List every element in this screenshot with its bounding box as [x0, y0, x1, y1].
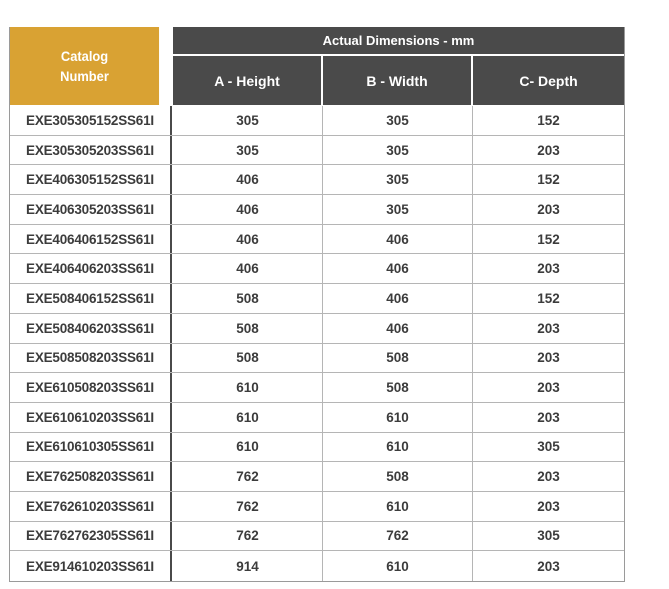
height-cell: 610	[173, 403, 323, 432]
table-row	[10, 106, 624, 136]
width-cell: 610	[323, 403, 473, 432]
catalog-number-header	[10, 27, 159, 105]
table-row	[10, 195, 624, 225]
depth-cell: 203	[537, 320, 560, 336]
catalog-number-cell: EXE762610203SS61I	[10, 492, 172, 521]
catalog-number-cell: EXE305305152SS61I	[10, 106, 172, 135]
width-cell: 508	[323, 462, 473, 491]
height-cell: 305	[173, 106, 323, 135]
catalog-number-cell: EXE762508203SS61I	[10, 462, 172, 491]
catalog-number-cell: EXE762762305SS61I	[10, 522, 172, 551]
catalog-number-cell: EXE406305152SS61I	[10, 165, 172, 194]
table-row	[10, 136, 624, 166]
catalog-number-cell: EXE508406203SS61I	[10, 314, 172, 343]
table-header	[10, 27, 624, 105]
dimensions-table	[9, 27, 625, 582]
depth-cell: 152	[537, 172, 560, 188]
catalog-number-cell: EXE508508203SS61I	[10, 344, 172, 373]
height-cell: 406	[173, 165, 323, 194]
width-cell: 406	[323, 314, 473, 343]
depth-cell: 152	[537, 112, 560, 128]
height-cell: 610	[173, 433, 323, 462]
height-cell: 508	[173, 314, 323, 343]
catalog-number-cell: EXE610610203SS61I	[10, 403, 172, 432]
depth-cell: 203	[537, 380, 560, 396]
table-row	[10, 492, 624, 522]
table-row	[10, 225, 624, 255]
table-row	[10, 433, 624, 463]
table-row	[10, 344, 624, 374]
catalog-header-line1: Catalog	[60, 48, 109, 64]
depth-cell: 203	[537, 558, 560, 574]
depth-cell: 305	[537, 439, 560, 455]
table-row	[10, 314, 624, 344]
height-cell: 610	[173, 373, 323, 402]
catalog-header-line2: Number	[60, 68, 109, 84]
depth-cell: 203	[537, 498, 560, 514]
height-cell: 305	[173, 136, 323, 165]
catalog-number-cell: EXE610610305SS61I	[10, 433, 172, 462]
depth-cell: 203	[537, 261, 560, 277]
width-cell: 305	[323, 106, 473, 135]
catalog-number-cell: EXE305305203SS61I	[10, 136, 172, 165]
depth-cell: 305	[537, 528, 560, 544]
catalog-number-cell: EXE406406203SS61I	[10, 254, 172, 283]
catalog-number-cell: EXE610508203SS61I	[10, 373, 172, 402]
catalog-number-cell: EXE508406152SS61I	[10, 284, 172, 313]
depth-cell: 203	[537, 201, 560, 217]
width-cell: 610	[323, 551, 473, 581]
catalog-number-cell: EXE406305203SS61I	[10, 195, 172, 224]
height-cell: 508	[173, 344, 323, 373]
table-row	[10, 254, 624, 284]
width-cell: 762	[323, 522, 473, 551]
catalog-number-cell: EXE406406152SS61I	[10, 225, 172, 254]
height-cell: 406	[173, 225, 323, 254]
actual-dimensions-title: Actual Dimensions - mm	[173, 27, 624, 56]
width-cell: 305	[323, 165, 473, 194]
depth-cell: 152	[537, 231, 560, 247]
height-cell: 508	[173, 284, 323, 313]
height-cell: 762	[173, 492, 323, 521]
width-cell: 508	[323, 373, 473, 402]
width-cell: 406	[323, 225, 473, 254]
width-column-header: B - Width	[323, 56, 473, 105]
catalog-number-cell: EXE914610203SS61I	[10, 551, 172, 581]
width-cell: 610	[323, 492, 473, 521]
height-cell: 406	[173, 254, 323, 283]
depth-cell: 152	[537, 290, 560, 306]
width-cell: 305	[323, 195, 473, 224]
width-cell: 610	[323, 433, 473, 462]
table-row	[10, 373, 624, 403]
height-cell: 762	[173, 462, 323, 491]
height-cell: 914	[173, 551, 323, 581]
table-row	[10, 522, 624, 552]
width-cell: 508	[323, 344, 473, 373]
depth-cell: 203	[537, 469, 560, 485]
depth-column-header: C- Depth	[519, 72, 578, 89]
height-cell: 762	[173, 522, 323, 551]
actual-dimensions-header	[173, 27, 624, 105]
table-row	[10, 462, 624, 492]
depth-cell: 203	[537, 409, 560, 425]
width-cell: 406	[323, 254, 473, 283]
height-cell: 406	[173, 195, 323, 224]
table-row	[10, 284, 624, 314]
width-cell: 406	[323, 284, 473, 313]
table-body	[10, 106, 624, 581]
width-cell: 305	[323, 136, 473, 165]
table-row	[10, 403, 624, 433]
depth-cell: 203	[537, 350, 560, 366]
height-column-header: A - Height	[173, 56, 323, 105]
depth-cell: 203	[537, 142, 560, 158]
table-row	[10, 165, 624, 195]
table-row	[10, 551, 624, 581]
